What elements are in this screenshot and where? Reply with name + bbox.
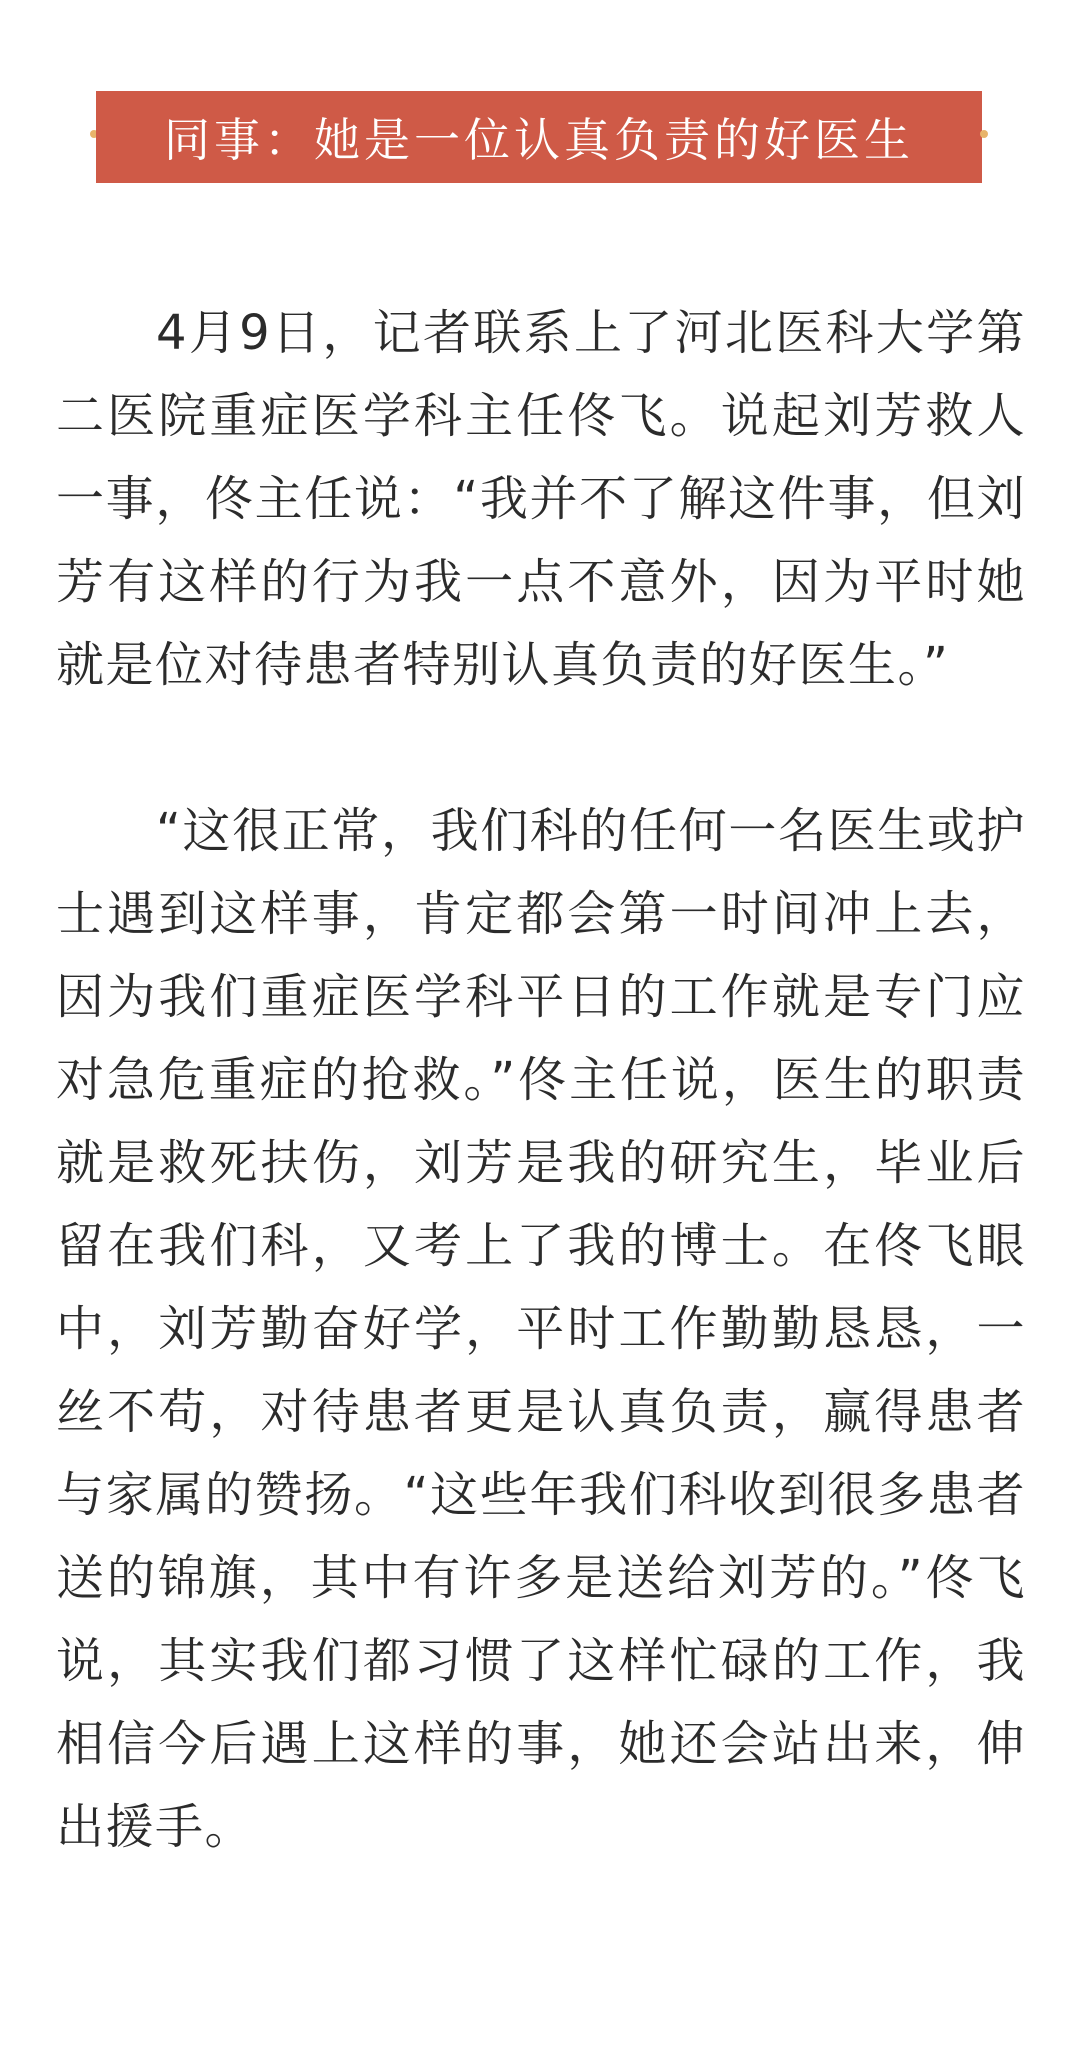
article-body [56, 292, 1026, 1869]
section-heading-banner [96, 91, 982, 183]
article-paragraph-2: “这很正常，我们科的任何一名医生或护士遇到这样事，肯定都会第一时间冲上去，因为我们重症医学科平日的工作就是专门应对急危重症的抢救。”佟主任说，医生的职责就是救死扶伤，刘芳是我的研究生，毕业后留在我们科，又考上了我的博士。在佟飞眼中，刘芳勤奋好学，平时工作勤勤恳恳，一丝不苟，对待患者更是认真负责，赢得患者与家属的赞扬。“这些年我们科收到很多患者送的锦旗，其中有许多是送给刘芳的。”佟飞说，其实我们都习惯了这样忙碌的工作，我相信今后遇上这样的事，她还会站出来，伸出援手。 [56, 803, 1026, 1855]
article-paragraph-1: 4月9日，记者联系上了河北医科大学第二医院重症医学科主任佟飞。说起刘芳救人一事，佟主任说：“我并不了解这件事，但刘芳有这样的行为我一点不意外，因为平时她就是位对待患者特别认真负责的好医生。” [56, 305, 1026, 693]
right-decoration-dot [980, 130, 988, 138]
section-heading-title: 同事：她是一位认真负责的好医生 [164, 113, 914, 167]
